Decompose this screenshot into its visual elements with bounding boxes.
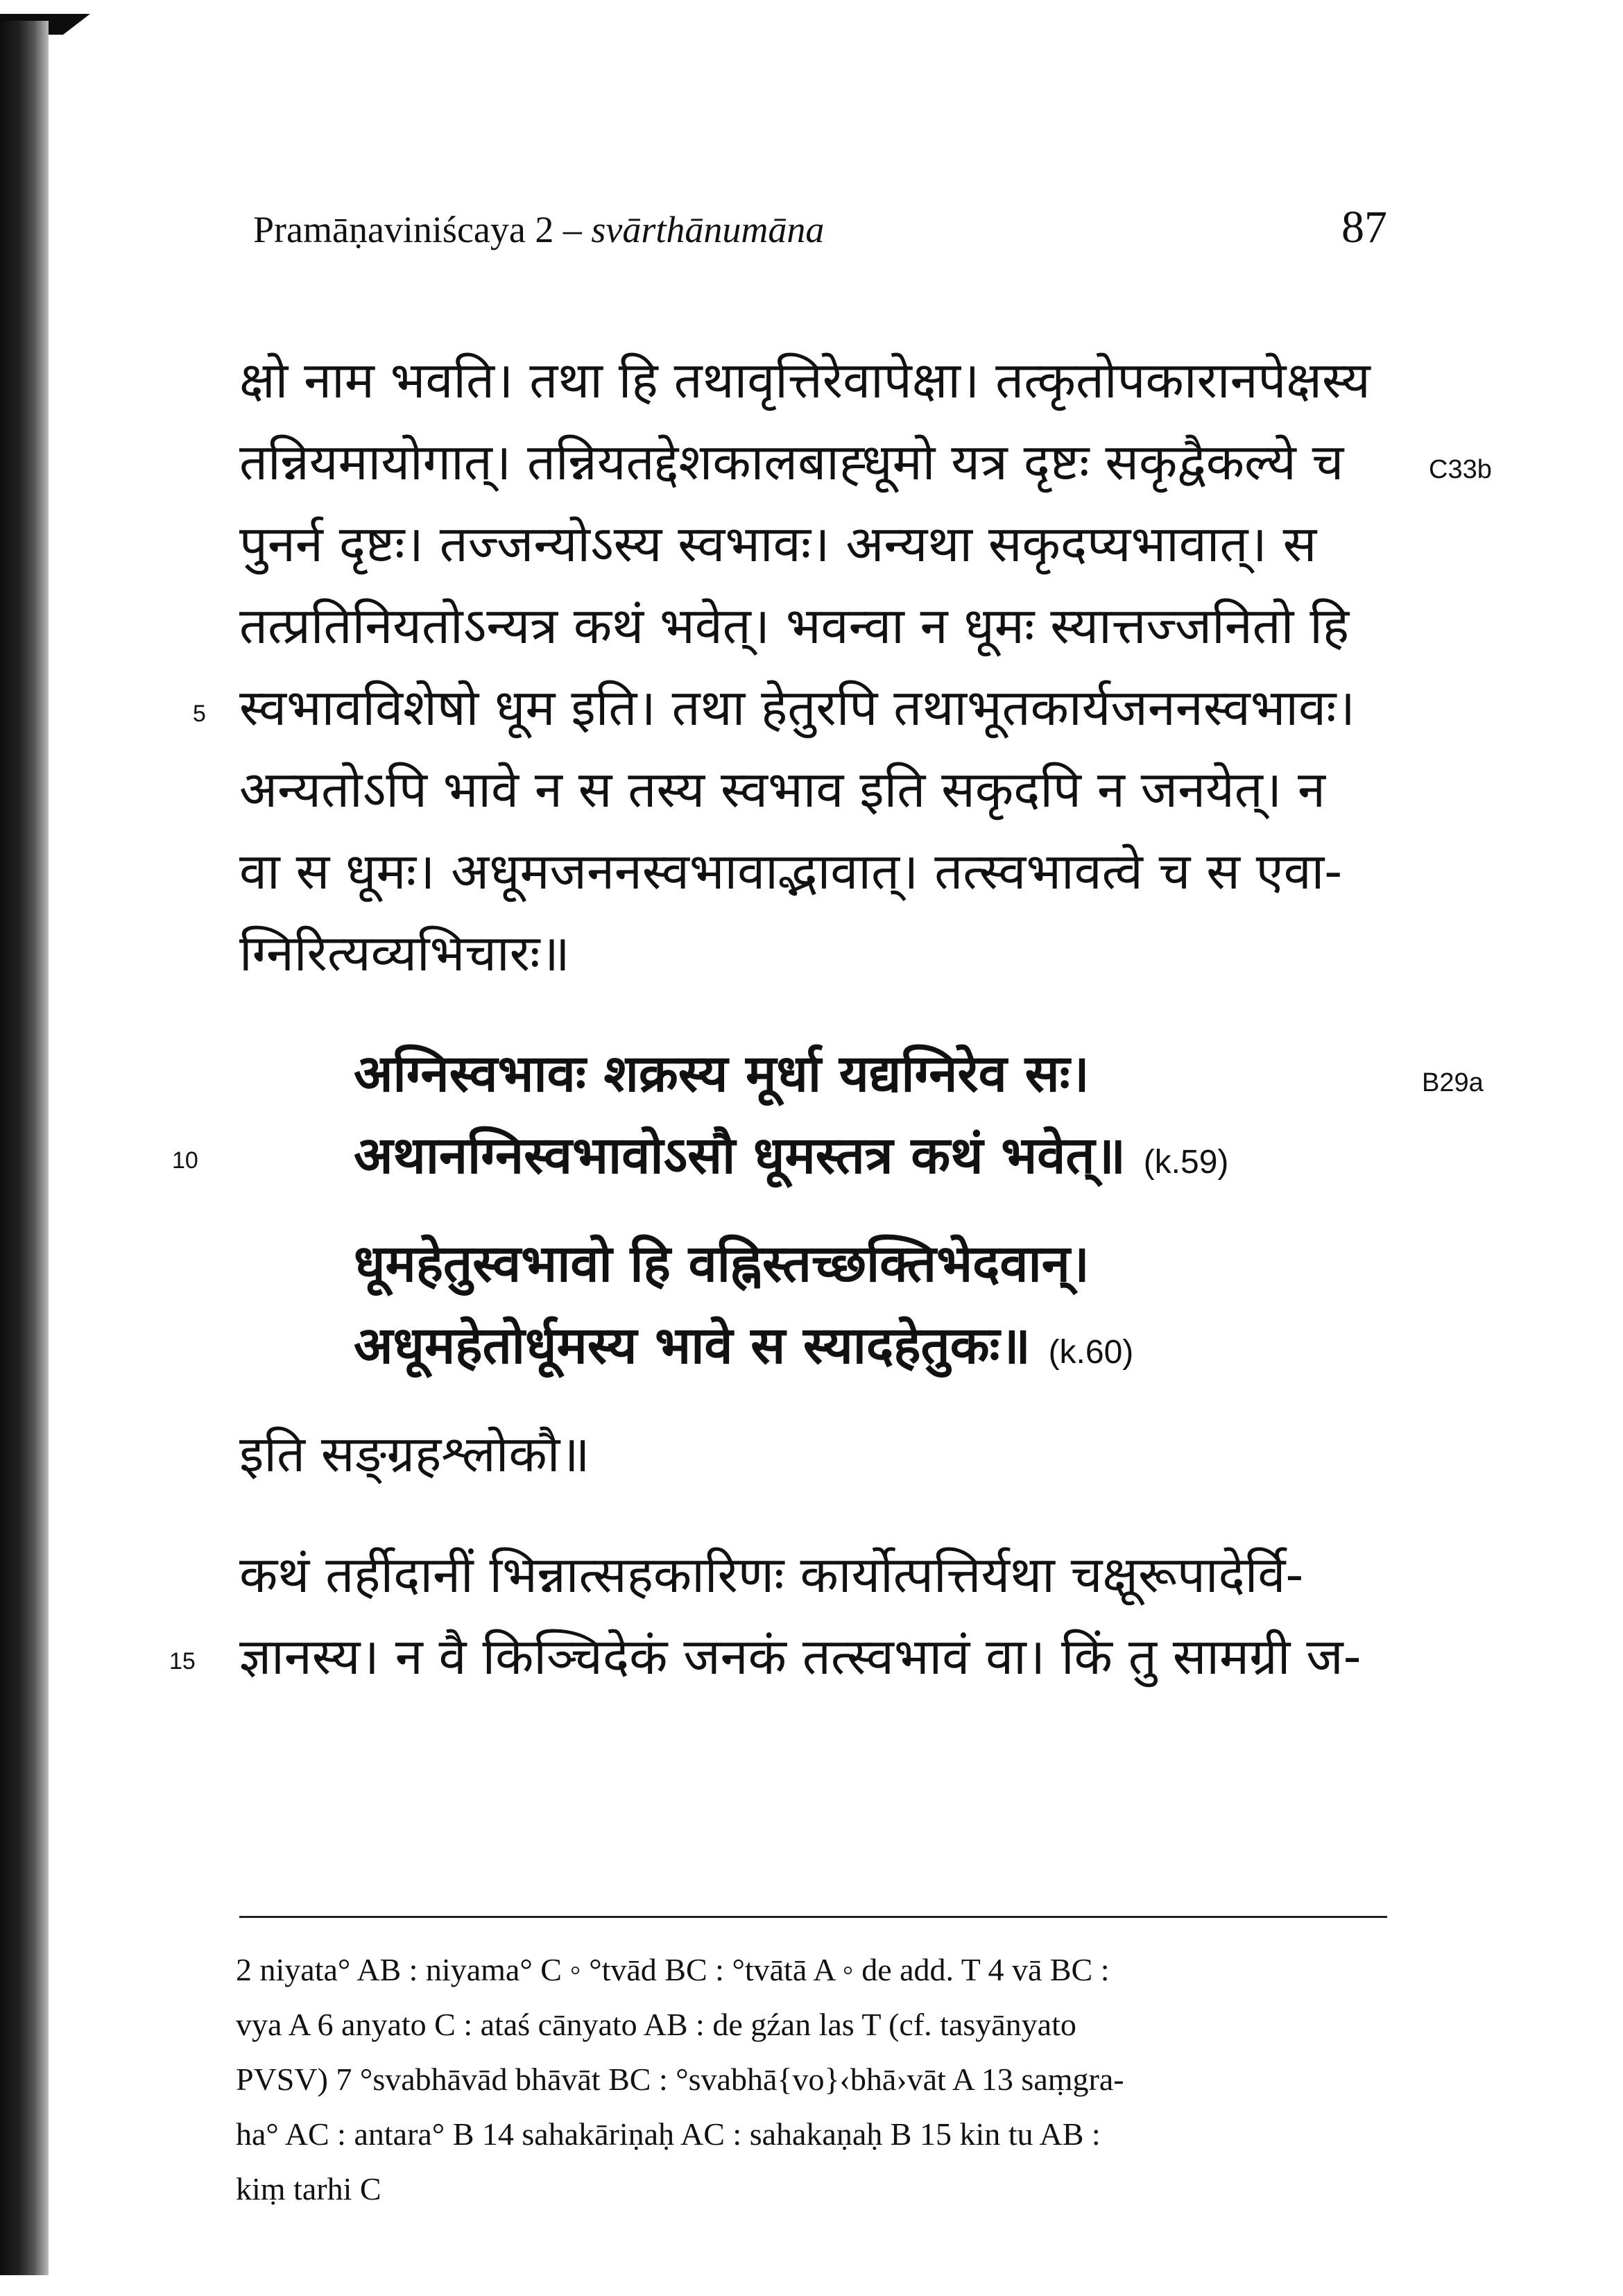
margin-reference: C33b <box>1429 455 1492 484</box>
body-line: ज्ञानस्य। न वै किञ्चिदेकं जनकं तत्स्वभावं वा। किं तु सामग्री ज- <box>239 1627 1362 1686</box>
verse-line: अग्निस्वभावः शक्रस्य मूर्धा यद्यग्निरेव सः। <box>354 1044 1090 1104</box>
footnote-line: PVSV) 7 °svabhāvād bhāvāt BC : °svabhā{vo}‹bhā›vāt A 13 saṃgra- <box>236 2062 1124 2097</box>
page-header <box>253 201 1387 264</box>
verse-reference: (k.60) <box>1048 1334 1134 1371</box>
footnote-rule <box>239 1916 1387 1918</box>
body-line: ग्निरित्यव्यभिचारः॥ <box>239 924 570 982</box>
body-line: वा स धूमः। अधूमजननस्वभावाद्भावात्। तत्स्वभावत्वे च स एवा- <box>239 842 1343 900</box>
line-number: 5 <box>193 701 206 727</box>
running-head-title: Pramāṇaviniścaya 2 – <box>253 209 592 250</box>
running-head <box>253 208 824 251</box>
body-line: कथं तर्हीदानीं भिन्नात्सहकारिणः कार्योत्पत्तिर्यथा चक्षूरूपादेर्वि- <box>239 1545 1304 1604</box>
line-number: 15 <box>169 1648 196 1674</box>
binding-edge <box>0 21 49 2275</box>
footnote-line: kiṃ tarhi C <box>236 2171 381 2207</box>
footnote-line: 2 niyata° AB : niyama° C ◦ °tvād BC : °tvātā A ◦ de add. T 4 vā BC : <box>236 1952 1110 1987</box>
footnote-line: ha° AC : antara° B 14 sahakāriṇaḥ AC : sahakaṇaḥ B 15 kin tu AB : <box>236 2116 1101 2152</box>
footnote-line: vya A 6 anyato C : ataś cānyato AB : de gźan las T (cf. tasyānyato <box>236 2007 1076 2042</box>
body-line: तन्नियमायोगात्। तन्नियतद्देशकालबाह्धूमो यत्र दृष्टः सकृद्वैकल्ये च <box>239 433 1344 491</box>
margin-reference: B29a <box>1422 1068 1484 1097</box>
line-number: 10 <box>172 1147 198 1174</box>
body-line: स्वभावविशेषो धूम इति। तथा हेतुरपि तथाभूतकार्यजननस्वभावः। <box>239 678 1355 737</box>
verse-text: अथानग्निस्वभावोऽसौ धूमस्तत्र कथं भवेत्॥ <box>354 1126 1126 1185</box>
verse-line <box>354 1311 1429 1387</box>
footnotes <box>236 1942 1394 2216</box>
body-line: इति सङ्ग्रहश्लोकौ॥ <box>239 1425 590 1483</box>
verse-reference: (k.59) <box>1143 1144 1229 1181</box>
body-line: अन्यतोऽपि भावे न स तस्य स्वभाव इति सकृदपि न जनयेत्। न <box>239 760 1325 819</box>
page-number: 87 <box>1341 202 1387 252</box>
body-line: क्षो नाम भवति। तथा हि तथावृत्तिरेवापेक्षा। तत्कृतोपकारानपेक्षस्य <box>239 351 1371 409</box>
verse-text: अधूमहेतोर्धूमस्य भावे स स्यादहेतुकः॥ <box>354 1316 1031 1376</box>
body-line: पुनर्न दृष्टः। तज्जन्योऽस्य स्वभावः। अन्यथा सकृदप्यभावात्। स <box>239 515 1317 573</box>
verse-line: धूमहेतुस्वभावो हि वह्निस्तच्छक्तिभेदवान्। <box>354 1234 1090 1294</box>
body-line: तत्प्रतिनियतोऽन्यत्र कथं भवेत्। भवन्वा न धूमः स्यात्तज्जनितो हि <box>239 597 1350 655</box>
running-head-italic: svārthānumāna <box>591 209 825 250</box>
verse-line <box>354 1121 1429 1197</box>
